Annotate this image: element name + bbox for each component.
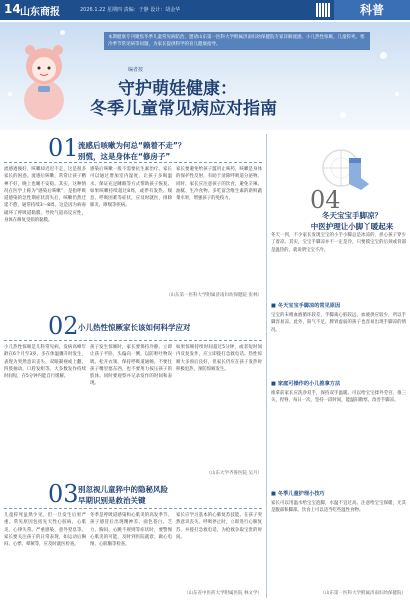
section-01-col-2: 感染后咳嗽一般不需要抗生素治疗。家长可以通过增加室内湿度、让孩子多喝温水、保证充足睡眠等方式帮助孩子恢复。如果咳嗽持续超过8周，或伴有发热、喘息、呼吸困难等症状，应及时就医，排除肺炎、哮喘等疾病。 (90, 167, 172, 209)
page-header (0, 0, 410, 20)
section-title-01: 流感后咳嗽为何总“赖着不走”？ 别慌，这是身体在“修房子” (78, 141, 186, 161)
section-02-col-3: 如果惊厥持续时间超过5分钟，或者短时间内反复发作，应立即拨打急救电话。热性惊厥大多预后良好，但家长仍应在孩子发热时积极退热，预防惊厥发生。 (176, 345, 262, 372)
right-paragraph-1: 冬天一到，不少家长发现宝宝的小手小脚总是冰凉的，担心孩子穿少了着凉。其实，宝宝手脚凉并不一定是冷，只要摸宝宝的后颈或背部是温热的，就说明宝宝不冷。 (271, 233, 406, 253)
section-tag: 科普 (334, 0, 410, 20)
author-signature: （山东第一医科大学附属济南妇幼保健院） (320, 591, 406, 596)
section-02-col-2: 孩子发生惊厥时，家长要保持冷静。立即让孩子平卧，头偏向一侧，以防呕吐物误吸。松开衣领，保持呼吸道通畅。不要往孩子嘴里塞东西，也不要用力按压孩子的肢体。同时要观察并记录发作的时间和表现。 (90, 345, 172, 387)
section-rule (4, 340, 262, 341)
section-rule (4, 162, 262, 163)
issue-meta: 2026.1.22 星期四 责编：于静 设计：胡金华 (80, 7, 181, 13)
section-02-col-1: 小儿热性惊厥是儿科常见病。发病高峰年龄在6个月至3岁，多在体温骤升时发生，表现为突然意识丧失、双眼凝视或上翻、四肢抽动、口唇发绀等。大多数发作持续时间短，在5分钟内能自行缓解。 (4, 345, 86, 380)
section-03-col-1: 儿童猝死虽然少见，但一旦发生后果严重。常见原因包括先天性心脏病、心肌炎、心律失常、严重感染、意外窒息等。家长要关注孩子的日常表现，如运动后胸闷、心悸、晕厥等，应及时就医检查。 (4, 513, 86, 548)
editor-note: 本期健康专刊聚焦冬季儿童常见病防治，邀请山东第一医科大学附属济南妇幼保健院专家详解流感、小儿热性惊厥、儿童猝死、寒冷季节常见病等问题，为家长提供科学的育儿健康指导。 (104, 32, 370, 50)
editor-label: 编者按 (128, 67, 144, 73)
child-illustration (18, 42, 70, 120)
right-paragraph-2: 宝宝的末梢血液循环较差，手脚离心脏较远，血液供应较少，所以手脚容易凉。此外，阳气不足、脾胃虚弱的孩子也容易出现手脚凉的情况。 (271, 313, 406, 333)
section-title-04: 冬天宝宝手脚凉？ 中医护理让小脚丫暖起来 (310, 211, 394, 231)
section-number-01: 01 (48, 134, 79, 162)
author-signature: （山东大学齐鲁医院 吴月） (206, 471, 262, 476)
newspaper-name: 山东商报 (20, 7, 60, 18)
right-paragraph-3: 推拿前家长应洗净双手，保持双手温暖。可以给宝宝揉外劳宫、推三关、捏脊，每日一次，坚持一段时间，能温阳散寒，改善手脚凉。 (271, 391, 406, 404)
subheading: ■ 冬天宝宝手脚凉的常见原因 (271, 302, 340, 310)
section-01-col-3: 家长要避免给孩子滥用止咳药，咳嗽是身体的保护性反射，有助于清除呼吸道分泌物。同时，家长应注意孩子的饮食，避免辛辣、油腻、生冷食物。多吃富含维生素的新鲜蔬菜水果，增强孩子的免疫力。 (176, 167, 262, 202)
section-number-03: 03 (48, 480, 79, 508)
section-number-04: 04 (310, 186, 341, 214)
section-03-col-2: 冬季是呼吸道感染和心肌炎的高发季节。孩子感冒后出现精神差、面色苍白、乏力、胸闷、心跳不规则等症状时，要警惕心肌炎的可能，及时到医院就诊，做心电图、心肌酶等检查。 (90, 513, 172, 548)
subheading: ■ 家庭可操作的小儿推拿方法 (271, 380, 340, 388)
page-number: 14 (4, 2, 21, 16)
right-paragraph-4: 家长可以用温水给宝宝泡脚，水温不宜过高。注意给宝宝保暖，尤其是腹部和脚部。饮食上可以适当吃些温性食物。 (271, 501, 406, 514)
section-rule (4, 508, 262, 509)
qr-code-icon (316, 3, 330, 17)
hero-banner (0, 22, 410, 130)
section-01-col-1: 流感過後好，咳嗽却迟迟不走，这是很多家长的困惑。流感后咳嗽，常常让孩子精神不好，晚上也睡不安稳。其实，这种情况在医学上称为“感染后咳嗽”，是指呼吸道感染的急性期症状消失后，咳嗽仍然迁延不愈，通常持续3～8周。这是因为病毒破坏了呼吸道黏膜，导致气道高反应性，身体在修复受损的黏膜。 (4, 167, 86, 224)
section-title-02: 小儿热性惊厥家长该如何科学应对 (78, 323, 191, 332)
headline-line-1: 守护萌娃健康： (118, 79, 237, 99)
section-title-03: 别忽视儿童猝中的隐秘风险 早期识别是救治关键 (78, 485, 168, 505)
subheading: ■ 冬季儿童护理小技巧 (271, 490, 325, 498)
author-signature: （山东省中医药大学附属医院 林文学） (184, 591, 262, 596)
column-divider (266, 134, 267, 598)
section-number-02: 02 (48, 312, 79, 340)
author-signature: （山东第一医科大学附属济南妇幼保健院 张林） (166, 293, 262, 298)
section-03-col-3: 家长应学习基本的心肺复苏技能。在孩子突然意识丧失、呼吸停止时，立即进行心肺复苏，并拨打急救电话，为抢救争取宝贵的时间。 (176, 513, 262, 540)
headline-line-2: 冬季儿童常见病应对指南 (90, 99, 277, 119)
